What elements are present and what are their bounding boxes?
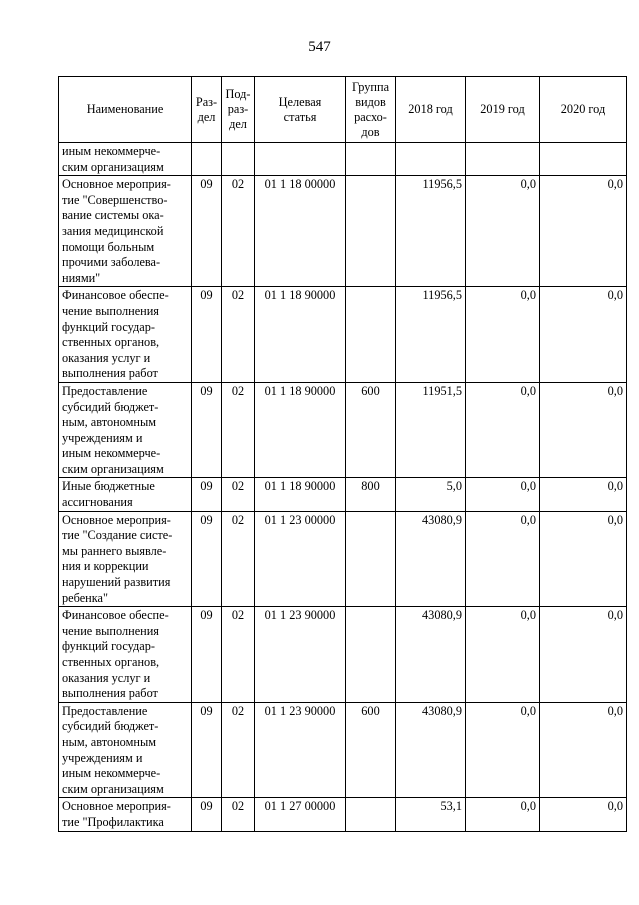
table-row: [59, 702, 627, 798]
cell-name: Иные бюджетные ассигнования: [59, 478, 192, 511]
cell-group: [346, 607, 396, 703]
header-group: [346, 77, 396, 143]
header-section-label: Раз- дел: [195, 94, 218, 124]
cell-subsection: 02: [222, 478, 255, 511]
cell-2020: 0,0: [540, 287, 627, 383]
cell-2019: 0,0: [466, 382, 540, 478]
cell-target: 01 1 23 00000: [255, 511, 346, 607]
cell-2018: 11951,5: [396, 382, 466, 478]
table-row: [59, 511, 627, 607]
cell-section: 09: [192, 287, 222, 383]
cell-subsection: 02: [222, 607, 255, 703]
cell-2020: 0,0: [540, 382, 627, 478]
cell-target: 01 1 27 00000: [255, 798, 346, 831]
cell-2019: 0,0: [466, 176, 540, 287]
cell-name: Основное мероприя- тие "Совершенство- вание системы ока- зания медицинской помощи больным прочими заболева- ниями": [59, 176, 192, 287]
cell-name: Финансовое обеспе- чение выполнения функций государ- ственных органов, оказания услуг и выполнения работ: [59, 607, 192, 703]
cell-2020: 0,0: [540, 511, 627, 607]
cell-target: 01 1 23 90000: [255, 702, 346, 798]
cell-section: 09: [192, 798, 222, 831]
cell-section: 09: [192, 382, 222, 478]
budget-table: [58, 76, 627, 832]
cell-2018: 43080,9: [396, 511, 466, 607]
header-target: [255, 77, 346, 143]
cell-target: 01 1 23 90000: [255, 607, 346, 703]
cell-2019: 0,0: [466, 287, 540, 383]
cell-group: [346, 798, 396, 831]
table-header-row: [59, 77, 627, 143]
cell-section: [192, 143, 222, 176]
cell-name: иным некоммерче- ским организациям: [59, 143, 192, 176]
header-2019-label: 2019 год: [480, 102, 525, 116]
table-row: [59, 478, 627, 511]
cell-2020: [540, 143, 627, 176]
cell-section: 09: [192, 176, 222, 287]
table-row: [59, 382, 627, 478]
cell-name: Основное мероприя- тие "Создание систе- мы раннего выявле- ния и коррекции нарушений развития ребенка": [59, 511, 192, 607]
cell-group: [346, 143, 396, 176]
cell-group: 600: [346, 382, 396, 478]
header-name-label: Наименование: [86, 102, 164, 116]
table-row: [59, 287, 627, 383]
header-section: [192, 77, 222, 143]
cell-target: [255, 143, 346, 176]
table-row: [59, 798, 627, 831]
cell-2019: 0,0: [466, 702, 540, 798]
cell-2018: 11956,5: [396, 176, 466, 287]
cell-group: 800: [346, 478, 396, 511]
cell-subsection: 02: [222, 287, 255, 383]
header-2018: [396, 77, 466, 143]
header-subsection: [222, 77, 255, 143]
cell-2018: 43080,9: [396, 702, 466, 798]
cell-section: 09: [192, 478, 222, 511]
cell-2018: 43080,9: [396, 607, 466, 703]
table-row: [59, 607, 627, 703]
header-2020: [540, 77, 627, 143]
cell-subsection: 02: [222, 382, 255, 478]
cell-2018: 53,1: [396, 798, 466, 831]
cell-subsection: 02: [222, 511, 255, 607]
cell-group: [346, 287, 396, 383]
cell-2018: 11956,5: [396, 287, 466, 383]
header-group-label: Группа видов расхо- дов: [351, 79, 390, 139]
cell-name: Финансовое обеспе- чение выполнения функций государ- ственных органов, оказания услуг и выполнения работ: [59, 287, 192, 383]
cell-subsection: [222, 143, 255, 176]
header-name: [59, 77, 192, 143]
cell-2020: 0,0: [540, 478, 627, 511]
cell-name: Основное мероприя- тие "Профилактика: [59, 798, 192, 831]
cell-2020: 0,0: [540, 798, 627, 831]
cell-target: 01 1 18 90000: [255, 478, 346, 511]
cell-subsection: 02: [222, 702, 255, 798]
header-subsection-label: Под- раз- дел: [225, 87, 251, 131]
cell-subsection: 02: [222, 798, 255, 831]
cell-2018: 5,0: [396, 478, 466, 511]
page-number: 547: [308, 39, 331, 55]
cell-2019: 0,0: [466, 478, 540, 511]
cell-target: 01 1 18 00000: [255, 176, 346, 287]
cell-group: 600: [346, 702, 396, 798]
cell-2019: 0,0: [466, 798, 540, 831]
cell-subsection: 02: [222, 176, 255, 287]
cell-2020: 0,0: [540, 702, 627, 798]
cell-group: [346, 511, 396, 607]
cell-target: 01 1 18 90000: [255, 382, 346, 478]
cell-name: Предоставление субсидий бюджет- ным, автономным учреждениям и иным некоммерче- ским организациям: [59, 702, 192, 798]
cell-2019: [466, 143, 540, 176]
cell-2018: [396, 143, 466, 176]
header-2020-label: 2020 год: [560, 102, 606, 116]
cell-2019: 0,0: [466, 607, 540, 703]
cell-name: Предоставление субсидий бюджет- ным, автономным учреждениям и иным некоммерче- ским организациям: [59, 382, 192, 478]
cell-section: 09: [192, 702, 222, 798]
cell-target: 01 1 18 90000: [255, 287, 346, 383]
table-row: [59, 143, 627, 176]
cell-section: 09: [192, 511, 222, 607]
cell-group: [346, 176, 396, 287]
header-2019: [466, 77, 540, 143]
table-row: [59, 176, 627, 287]
cell-2019: 0,0: [466, 511, 540, 607]
cell-2020: 0,0: [540, 176, 627, 287]
cell-2020: 0,0: [540, 607, 627, 703]
header-2018-label: 2018 год: [408, 102, 453, 116]
header-target-label: Целевая статья: [278, 94, 322, 124]
cell-section: 09: [192, 607, 222, 703]
